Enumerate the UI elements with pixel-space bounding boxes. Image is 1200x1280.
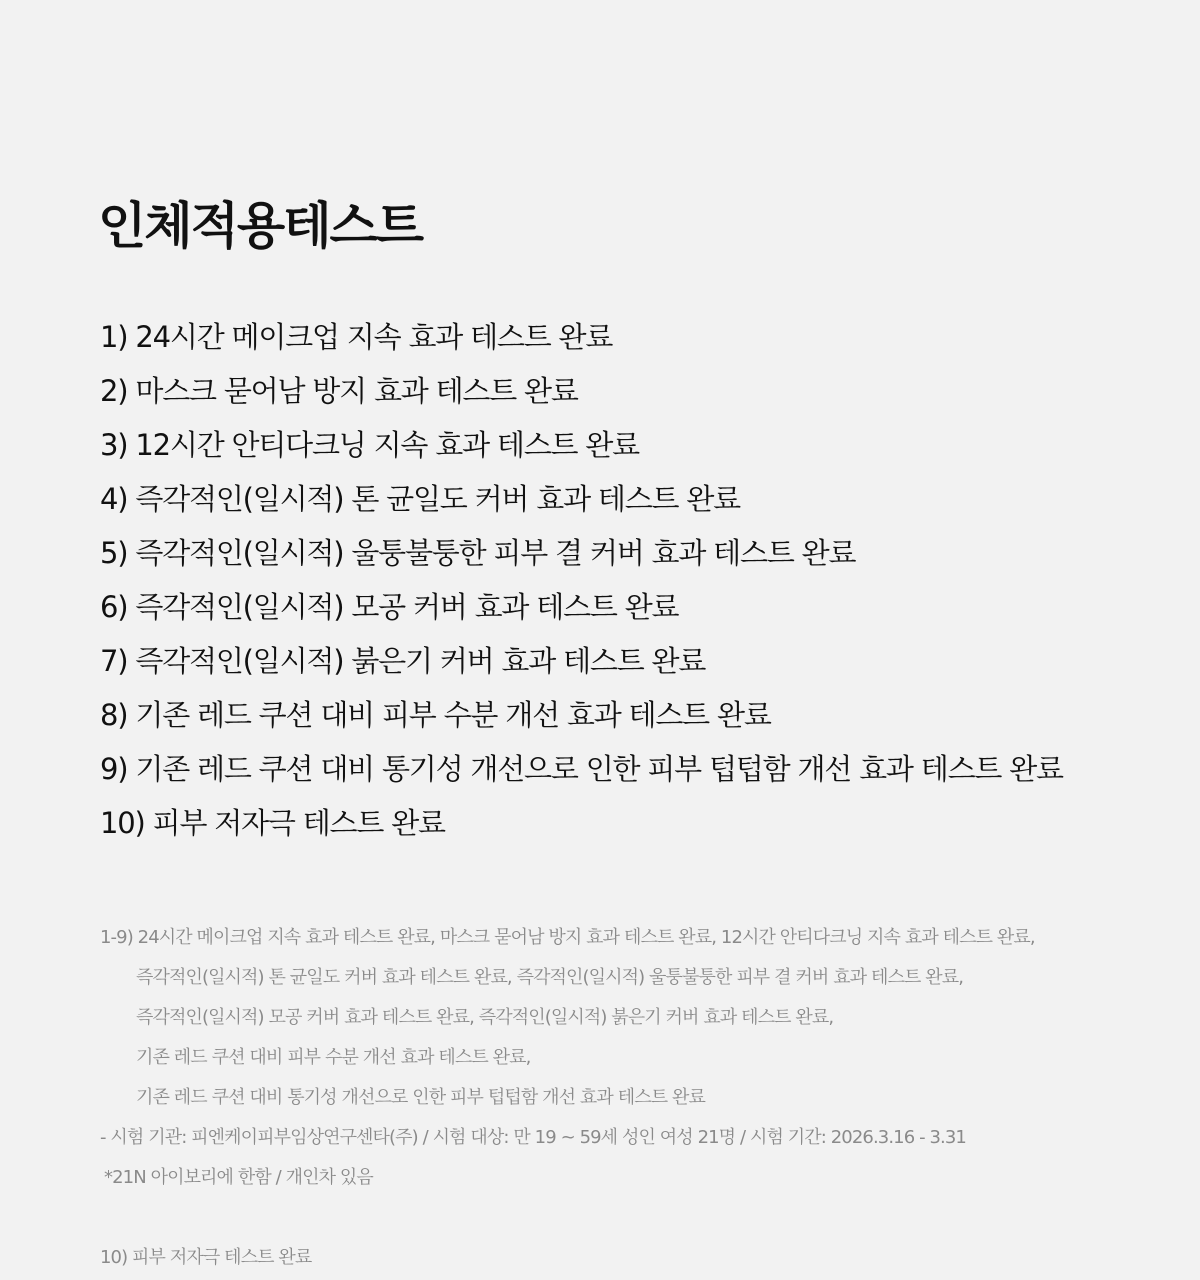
test-item-9: 9) 기존 레드 쿠션 대비 통기성 개선으로 인한 피부 텁텁함 개선 효과 테스트 완료 [100, 752, 1063, 786]
test-item-10: 10) 피부 저자극 테스트 완료 [100, 806, 445, 840]
footnote-summary-line-2: 즉각적인(일시적) 톤 균일도 커버 효과 테스트 완료, 즉각적인(일시적) 울퉁불퉁한 피부 결 커버 효과 테스트 완료, [136, 967, 964, 988]
footnote-summary-line-1: 1-9) 24시간 메이크업 지속 효과 테스트 완료, 마스크 묻어남 방지 효과 테스트 완료, 12시간 안티다크닝 지속 효과 테스트 완료, [100, 927, 1035, 948]
test-item-8: 8) 기존 레드 쿠션 대비 피부 수분 개선 효과 테스트 완료 [100, 698, 771, 732]
footnote-item-10: 10) 피부 저자극 테스트 완료 [100, 1247, 312, 1268]
footnote-summary-line-3: 즉각적인(일시적) 모공 커버 효과 테스트 완료, 즉각적인(일시적) 붉은기 커버 효과 테스트 완료, [136, 1007, 834, 1028]
footnotes [100, 920, 1180, 1280]
test-list [100, 316, 1063, 856]
footnote-test-info: - 시험 기관: 피엔케이피부임상연구센타(주) / 시험 대상: 만 19 ~ 59세 성인 여성 21명 / 시험 기간: 2026.3.16 - 3.31 [100, 1127, 966, 1148]
test-item-6: 6) 즉각적인(일시적) 모공 커버 효과 테스트 완료 [100, 590, 679, 624]
test-item-3: 3) 12시간 안티다크닝 지속 효과 테스트 완료 [100, 428, 640, 462]
footnote-summary-line-5: 기존 레드 쿠션 대비 통기성 개선으로 인한 피부 텁텁함 개선 효과 테스트 완료 [136, 1087, 705, 1108]
test-item-4: 4) 즉각적인(일시적) 톤 균일도 커버 효과 테스트 완료 [100, 482, 741, 516]
footnote-disclaimer: *21N 아이보리에 한함 / 개인차 있음 [104, 1167, 373, 1188]
footnote-spacer [100, 1200, 1180, 1240]
test-item-7: 7) 즉각적인(일시적) 붉은기 커버 효과 테스트 완료 [100, 644, 706, 678]
footnote-summary-line-4: 기존 레드 쿠션 대비 피부 수분 개선 효과 테스트 완료, [136, 1047, 531, 1068]
section-title: 인체적용테스트 [98, 197, 423, 255]
test-item-1: 1) 24시간 메이크업 지속 효과 테스트 완료 [100, 320, 613, 354]
test-item-5: 5) 즉각적인(일시적) 울퉁불퉁한 피부 결 커버 효과 테스트 완료 [100, 536, 856, 570]
test-item-2: 2) 마스크 묻어남 방지 효과 테스트 완료 [100, 374, 578, 408]
